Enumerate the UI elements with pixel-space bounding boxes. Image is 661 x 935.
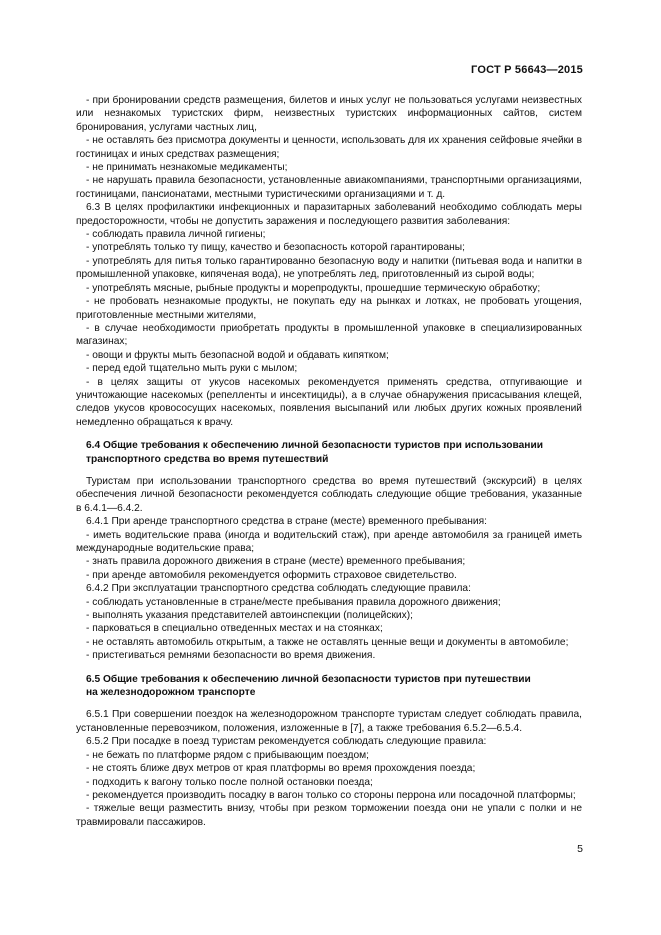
- paragraph: 6.3 В целях профилактики инфекционных и паразитарных заболеваний необходимо соблюдать меры предосторожности, чтобы не допустить заражения и последующего развития заболевания:: [76, 202, 582, 227]
- paragraph: - употреблять для питья только гарантированно безопасную воду и напитки (питьевая вода и напитки в промышленной упаковке, кипяченая вода), не употреблять лед, приготовленный из сырой воды;: [76, 255, 582, 281]
- paragraph: - в случае необходимости приобретать продукты в промышленной упаковке в специализированных магазинах;: [76, 322, 582, 348]
- section-heading-6-5: [76, 673, 582, 700]
- paragraph: - перед едой тщательно мыть руки с мылом;: [86, 363, 298, 375]
- section-heading-6-5-line1: 6.5 Общие требования к обеспечению личной безопасности туристов при путешествии: [86, 673, 531, 685]
- paragraph: 6.5.2 При посадке в поезд туристам рекомендуется соблюдать следующие правила:: [86, 736, 487, 748]
- paragraph: - не нарушать правила безопасности, установленные авиакомпаниями, транспортными организациями, гостиницами, пансионатами, местными туристическими организациями и т. д.: [76, 175, 582, 200]
- paragraph: - употреблять только ту пищу, качество и безопасность которой гарантированы;: [86, 242, 465, 254]
- paragraph: - соблюдать правила личной гигиены;: [86, 229, 266, 241]
- paragraph: - иметь водительские права (иногда и водительский стаж), при аренде автомобиля за границей иметь международные водительские права;: [76, 529, 582, 554]
- paragraph: - соблюдать установленные в стране/месте пребывания правила дорожного движения;: [86, 596, 501, 608]
- section-heading-6-4-line1: 6.4 Общие требования к обеспечению личной безопасности туристов при использовании: [86, 440, 543, 452]
- paragraph: - не бежать по платформе рядом с прибывающим поездом;: [86, 749, 369, 761]
- paragraph: - парковаться в специально отведенных местах и на стоянках;: [86, 623, 383, 635]
- paragraph: 6.5.1 При совершении поездок на железнодорожном транспорте туристам следует соблюдать правила, установленные перевозчиком, положения, изложенные в [7], а также требования 6.5.2—6.5.4.: [76, 709, 582, 734]
- paragraph: - в целях защиты от укусов насекомых рекомендуется применять средства, отпугивающие и уничтожающие насекомых (репелленты и инсектициды), а в случае обнаружения присасывания клещей, следов укусов кровососущих насекомых, появления высыпаний или любых других кожных проявлений немедленно обращаться к врачу.: [76, 376, 582, 428]
- paragraph: - при аренде автомобиля рекомендуется оформить страховое свидетельство.: [86, 569, 457, 581]
- section-heading-6-5-line2: на железнодорожном транспорте: [86, 687, 256, 699]
- document-body: [76, 94, 582, 829]
- paragraph: - не оставлять без присмотра документы и ценности, использовать для их хранения сейфовые ячейки в гостиницах и иных средствах размещения;: [76, 135, 582, 160]
- paragraph: 6.4.1 При аренде транспортного средства в стране (месте) временного пребывания:: [86, 516, 487, 528]
- section-heading-6-4: [76, 439, 582, 466]
- document-header: ГОСТ Р 56643—2015: [471, 64, 583, 76]
- paragraph: - рекомендуется производить посадку в вагон только со стороны перрона или посадочной платформы;: [86, 789, 576, 801]
- page-number: 5: [577, 843, 583, 855]
- paragraph: - не стоять ближе двух метров от края платформы во время прохождения поезда;: [86, 763, 476, 775]
- paragraph: - не принимать незнакомые медикаменты;: [86, 162, 288, 174]
- paragraph: Туристам при использовании транспортного средства во время путешествий (экскурсий) в целях обеспечения личной безопасности рекомендуется соблюдать следующие общие требования, указанные в 6.4.1—6.4.2.: [76, 475, 582, 514]
- paragraph: - подходить к вагону только после полной остановки поезда;: [86, 776, 373, 788]
- paragraph: - пристегиваться ремнями безопасности во время движения.: [86, 650, 376, 662]
- paragraph: - выполнять указания представителей автоинспекции (полицейских);: [86, 610, 413, 622]
- paragraph: - овощи и фрукты мыть безопасной водой и обдавать кипятком;: [86, 349, 389, 361]
- paragraph: - знать правила дорожного движения в стране (месте) временного пребывания;: [86, 556, 466, 568]
- paragraph: - при бронировании средств размещения, билетов и иных услуг не пользоваться услугами неизвестных или незнакомых туристских фирм, неизвестных туристских информационных сайтов, систем бронирования, услугами частных лиц,: [76, 95, 582, 133]
- section-heading-6-4-line2: транспортного средства во время путешествий: [86, 453, 329, 465]
- paragraph: - не пробовать незнакомые продукты, не покупать еду на рынках и лотках, не пробовать угощения, приготовленные местными жителями,: [76, 296, 582, 321]
- paragraph: 6.4.2 При эксплуатации транспортного средства соблюдать следующие правила:: [86, 583, 471, 595]
- paragraph: - тяжелые вещи разместить внизу, чтобы при резком торможении поезда они не упали с полки и не травмировали пассажиров.: [76, 803, 582, 828]
- paragraph: - употреблять мясные, рыбные продукты и морепродукты, прошедшие термическую обработку;: [86, 282, 541, 294]
- paragraph: - не оставлять автомобиль открытым, а также не оставлять ценные вещи и документы в автомобиле;: [86, 636, 569, 648]
